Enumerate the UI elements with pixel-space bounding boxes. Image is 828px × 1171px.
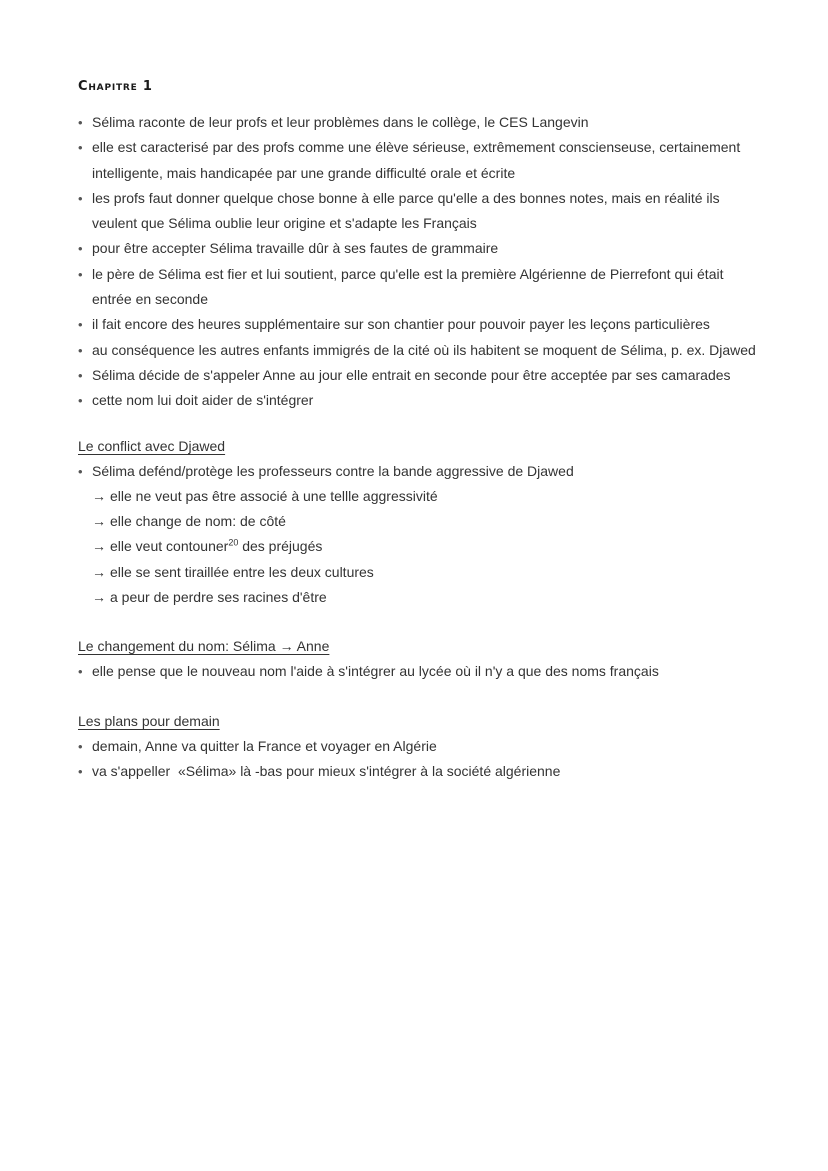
list-item: [78, 659, 758, 684]
bullet-icon: •: [78, 317, 83, 333]
list-item-text: le père de Sélima est fier et lui soutient, parce qu'elle est la première Algérienne de Pierrefont qui était entrée en seconde: [92, 265, 724, 308]
list-item-text: il fait encore des heures supplémentaire sur son chantier pour pouvoir payer les leçons particulières: [92, 316, 710, 333]
name-change-list: [78, 659, 758, 684]
bullet-icon: •: [78, 241, 83, 257]
arrow-right-icon: →: [92, 589, 106, 606]
list-item-text: elle pense que le nouveau nom l'aide à s'intégrer au lycée où il n'y a que des noms français: [92, 663, 659, 680]
list-item: [78, 312, 758, 337]
bullet-icon: •: [78, 190, 83, 206]
conflict-list: [78, 459, 758, 611]
section-heading-conflict: Le conflict avec Djawed: [78, 437, 226, 454]
arrow-right-icon: →: [92, 563, 106, 580]
arrow-right-icon: →: [92, 487, 106, 504]
arrow-item: [78, 560, 758, 585]
list-item: [78, 734, 758, 759]
footnote-marker: 20: [228, 537, 239, 548]
arrow-item-text: elle se sent tiraillée entre les deux cultures: [110, 563, 374, 580]
list-item: [78, 110, 758, 135]
section-heading-name-change: Le changement du nom: Sélima → Anne: [78, 638, 330, 655]
arrow-item: [78, 585, 758, 610]
list-item: [78, 759, 758, 784]
list-item: [78, 262, 758, 313]
arrow-item-text: elle veut contouner: [110, 538, 229, 555]
list-item: [78, 236, 758, 261]
arrow-right-icon: →: [92, 538, 106, 555]
list-item: [78, 186, 758, 237]
list-item-text: elle est caracterisé par des profs comme une élève sérieuse, extrêmement conscienseuse, certainement intelligente, mais handicapée par une grande difficulté orale et écrite: [92, 139, 741, 181]
list-item: [78, 135, 758, 186]
bullet-icon: •: [78, 342, 83, 358]
bullet-icon: •: [78, 140, 83, 156]
arrow-item-text-rest: des préjugés: [238, 538, 323, 555]
list-item: [78, 388, 758, 413]
bullet-icon: •: [78, 115, 83, 130]
section-heading-plans: Les plans pour demain: [78, 712, 220, 729]
list-item-text: cette nom lui doit aider de s'intégrer: [92, 392, 314, 409]
list-item-text: Sélima raconte de leur profs et leur problèmes dans le collège, le CES Langevin: [92, 114, 589, 130]
list-item: [78, 363, 758, 388]
document-page: [78, 78, 758, 784]
list-item-text: demain, Anne va quitter la France et voyager en Algérie: [92, 737, 437, 754]
bullet-icon: •: [78, 393, 83, 409]
bullet-icon: •: [78, 738, 83, 754]
arrow-item-text: elle ne veut pas être associé à une tellle aggressivité: [110, 487, 438, 504]
bullet-icon: •: [78, 664, 83, 680]
plans-list: [78, 734, 758, 785]
bullet-icon: •: [78, 266, 83, 282]
list-item-text: au conséquence les autres enfants immigrés de la cité où ils habitent se moquent de Sélima, p. ex. Djawed: [92, 341, 756, 358]
list-item-text: Sélima defénd/protège les professeurs contre la bande aggressive de Djawed: [92, 462, 574, 479]
intro-bullet-list: [78, 110, 758, 414]
chapter-title: Chapitre 1: [78, 79, 153, 94]
list-item: [78, 459, 758, 484]
arrow-item-text: a peur de perdre ses racines d'être: [110, 589, 327, 606]
list-item: [78, 338, 758, 363]
list-item-text: Sélima décide de s'appeler Anne au jour elle entrait en seconde pour être acceptée par ses camarades: [92, 366, 731, 383]
arrow-item: [78, 534, 758, 559]
arrow-item: [78, 484, 758, 509]
bullet-icon: •: [78, 463, 83, 479]
list-item-text: va s'appeller «Sélima» là -bas pour mieux s'intégrer à la société algérienne: [92, 762, 561, 779]
bullet-icon: •: [78, 763, 83, 779]
arrow-item: [78, 509, 758, 534]
bullet-icon: •: [78, 367, 83, 383]
list-item-text: les profs faut donner quelque chose bonne à elle parce qu'elle a des bonnes notes, mais en réalité ils veulent que Sélima oublie leur origine et s'adapte les Français: [92, 189, 720, 232]
arrow-item-text: elle change de nom: de côté: [110, 513, 286, 530]
list-item-text: pour être accepter Sélima travaille dûr à ses fautes de grammaire: [92, 240, 499, 257]
arrow-right-icon: →: [92, 513, 106, 530]
